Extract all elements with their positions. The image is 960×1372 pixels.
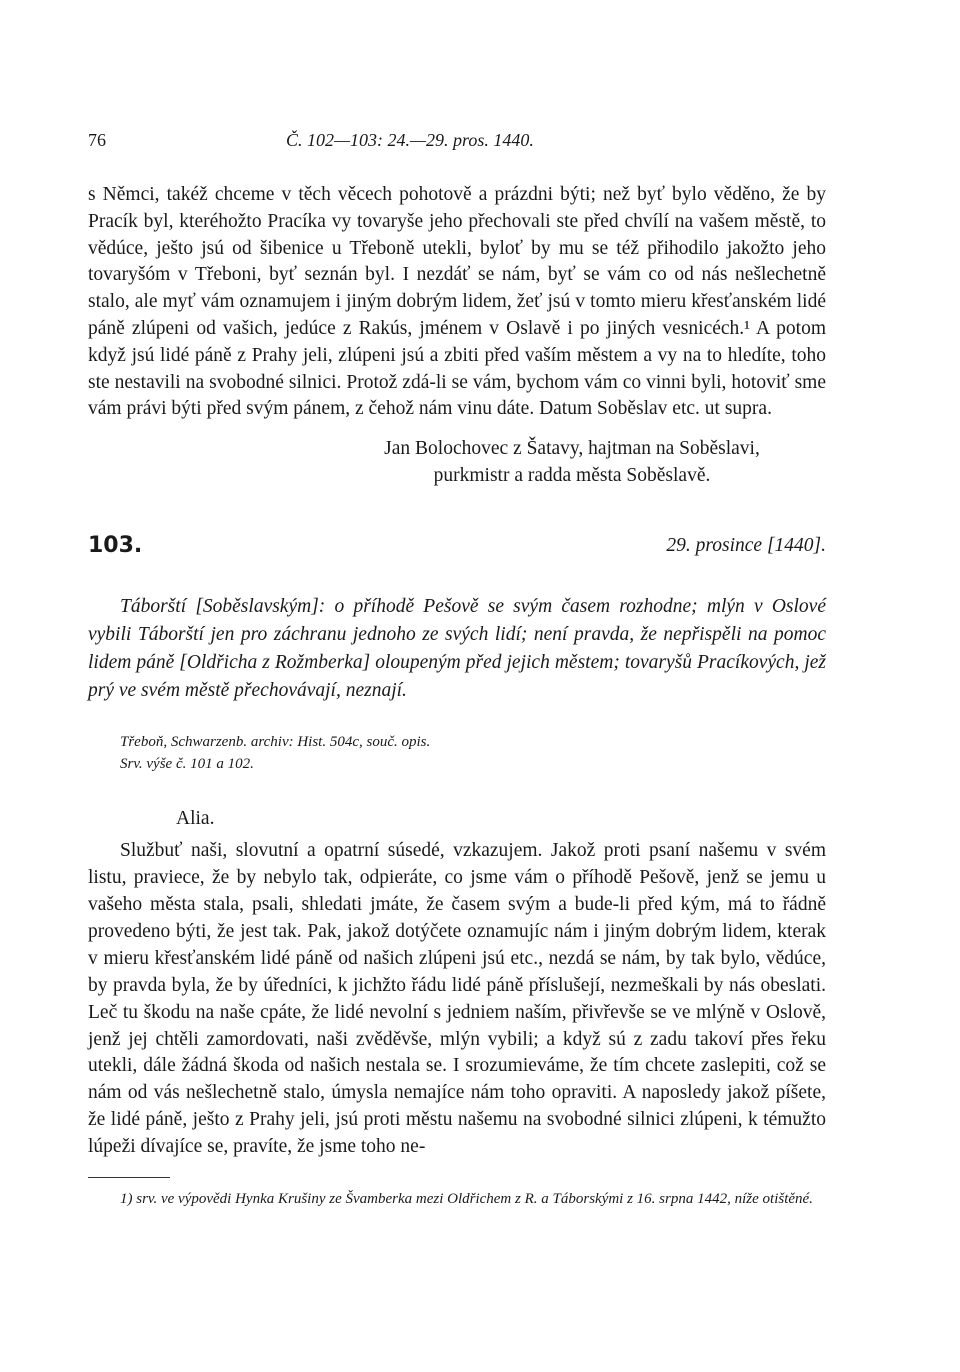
signature-line: Jan Bolochovec z Šatavy, hajtman na Soběslavi, <box>384 438 760 460</box>
document-body: Službuť naši, slovutní a opatrní súsedé, vzkazujem. Jakož proti psaní našemu v svém listu, praviece, že by nebylo tak, odpieráte, co jsme vám o příhodě Pešově, jenž se jemu u vašeho města stala, psali, shledati jmáte, že časem svým a bude-li před kým, má to řádně provedeno býti, že jest tak. Pak, jakož dotýčete oznamujíc nám i jiným dobrým lidem, kterak v mieru křesťanském lidé páně od našich zlúpeni jsú etc., nezdá se nám, by tak bylo, vědúce, by pravda byla, že by úředníci, k jichžto řádu lidé páně příslušejí, nezmeškali by nás obeslati. Leč tu škodu na naše cpáte, že lidé nevolní s jedniem naším, přivřevše se ve mlýně v Oslově, jenž jej chtěli zamordovati, naši zvěděvše, mlýn vybili; a když sú z zadu takoví přes řeku utekli, dále žádná škoda od našich nestala se. I srozumieváme, že tím chcete zaslepiti, což se nám od vás nešlechetně stalo, úmysla nemajíce nám toho opraviti. A naposledy jakož píšete, že lidé páně, ješto z Prahy jeli, jsú proti městu našemu na svobodné silnici zlúpeni, k témužto lúpeži dívajíce se, pravíte, že jsme toho ne- <box>88 840 826 1158</box>
signature <box>318 435 826 489</box>
document-regest: Táborští [Soběslavským]: o příhodě Pešově se svým časem rozhodne; mlýn v Oslové vybili Táborští jen pro záchranu jednoho ze svých lidí; není pravda, že nepřispěli na pomoc lidem páně [Oldřicha z Rožmberka] oloupeným před jejich městem; tovaryšů Pracíkových, jež prý ve svém městě přechovávají, neznají. <box>88 596 826 702</box>
page-number: 76 <box>88 130 106 150</box>
alia-heading: Alia. <box>176 808 215 830</box>
source-note <box>120 731 826 775</box>
document-date: 29. prosince [1440]. <box>666 535 826 557</box>
source-archive: Třeboň, Schwarzenb. archiv: Hist. 504c, souč. opis. <box>120 734 431 751</box>
page <box>88 130 826 1210</box>
signature-line: purkmistr a radda města Soběslavě. <box>433 465 711 487</box>
footnote-divider <box>88 1177 170 1178</box>
running-head-reference: Č. 102—103: 24.—29. pros. 1440. <box>286 130 534 150</box>
footnote: 1) srv. ve výpovědi Hynka Krušiny ze Švamberka mezi Oldřichem z R. a Táborskými z 16. srpna 1442, níže otištěné. <box>120 1191 813 1208</box>
document-header <box>88 533 826 563</box>
document-number: 103. <box>88 533 143 559</box>
running-head <box>88 130 826 160</box>
source-cross-reference: Srv. výše č. 101 a 102. <box>120 756 254 773</box>
continuation-paragraph: s Němci, takéž chceme v těch věcech pohotově a prázdni býti; než byť bylo věděno, že by Pracík byl, kteréhožto Pracíka vy tovaryše jeho přechovali ste před chvílí na vašem městě, to vědúce, ješto jsú od šibenice u Třeboně utekli, byloť by mu se též přihodilo jakožto jeho tovaryšóm v Třeboni, byť seznán byl. I nezdáť se nám, byť se vám co od nás nešlechetně stalo, ale myť vám oznamujem i jiným dobrým lidem, žeť jsú v tomto mieru křesťanském lidé páně zlúpeni od vašich, jedúce z Rakús, jménem v Oslavě i po jiných vesnicéch.¹ A potom když jsú lidé páně z Prahy jeli, zlúpeni jsú a zbiti před vaším městem a vy na to hledíte, toho ste nestavili na svobodné silnici. Protož zdá-li se vám, bychom vám co vinni byli, hotoviť sme vám právi býti před svým pánem, z čehož nám vinu dáte. Datum Soběslav etc. ut supra. <box>88 184 826 420</box>
